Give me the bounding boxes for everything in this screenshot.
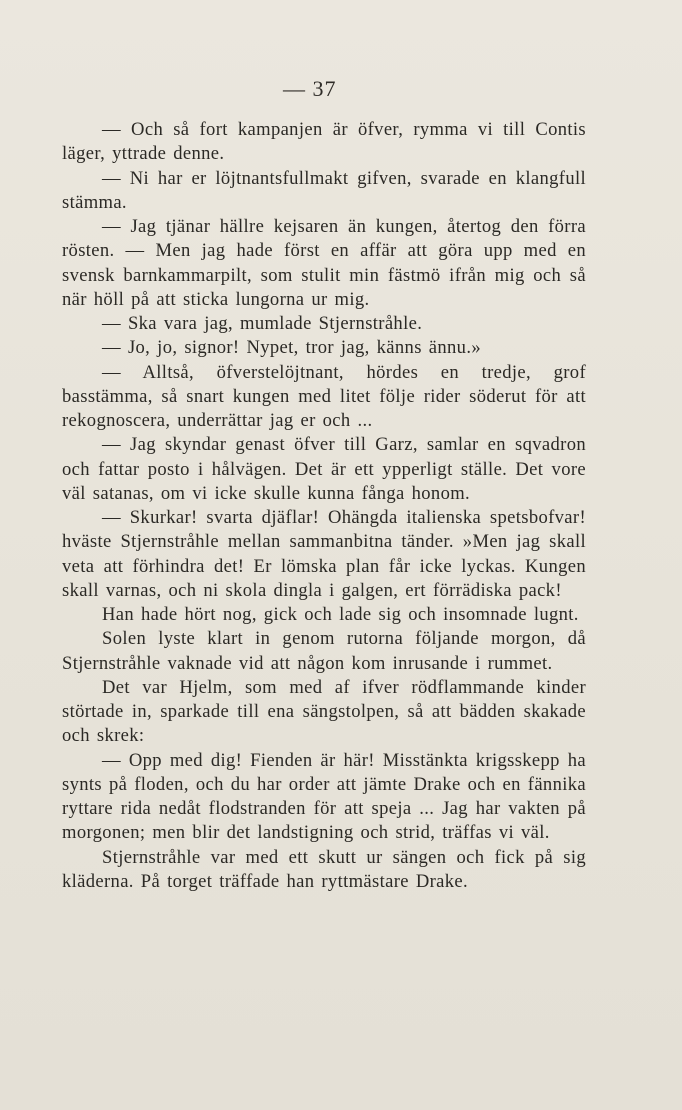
page-number: — 37	[283, 76, 337, 101]
paragraph: — Ni har er löjtnantsfullmakt gifven, svarade en klangfull stämma.	[62, 167, 586, 213]
paragraph: — Ska vara jag, mumlade Stjernstråhle.	[102, 313, 423, 334]
paragraph: — Jo, jo, signor! Nypet, tror jag, känns ännu.»	[102, 337, 481, 359]
paragraph: Han hade hört nog, gick och lade sig och insomnade lugnt.	[102, 604, 579, 625]
paragraph: — Jag skyndar genast öfver till Garz, samlar en sqvadron och fattar posto i hålvägen. Det är ett ypperligt ställe. Det vore väl satanas, om vi icke skulle kunna fånga honom.	[62, 434, 586, 504]
paragraph: — Jag tjänar hällre kejsaren än kungen, återtog den förra rösten. — Men jag hade först en affär att göra upp med en svensk barnkammarpilt, som stulit min fästmö ifrån mig och så när höll på att sticka lungorna ur mig.	[62, 216, 586, 310]
paragraph: Solen lyste klart in genom rutorna följande morgon, då Stjernstråhle vaknade vid att någon kom inrusande i rummet.	[62, 628, 586, 674]
paragraph: Stjernstråhle var med ett skutt ur sängen och fick på sig kläderna. På torget träffade han ryttmästare Drake.	[62, 846, 586, 892]
paragraph: — Alltså, öfverstelöjtnant, hördes en tredje, grof basstämma, så snart kungen med litet följe rider söderut för att rekognoscera, underrättar jag er och ...	[62, 361, 586, 431]
page-body-text	[62, 118, 586, 894]
paragraph: — Skurkar! svarta djäflar! Ohängda italienska spetsbofvar! hväste Stjernstråhle mellan sammanbitna tänder. »Men jag skall veta att förhindra det! Er lömska plan får icke lyckas. Kungen skall varnas, och ni skola dingla i galgen, ert förrädiska pack!	[62, 507, 586, 601]
paragraph: — Och så fort kampanjen är öfver, rymma vi till Contis läger, yttrade denne.	[62, 119, 586, 165]
paragraph: — Opp med dig! Fienden är här! Misstänkta krigsskepp ha synts på floden, och du har order att jämte Drake och en fännika ryttare rida nedåt flodstranden för att speja ... Jag har vakten på morgonen; men blir det landstigning och strid, träffas vi väl.	[62, 749, 586, 844]
paragraph: Det var Hjelm, som med af ifver rödflammande kinder störtade in, sparkade till ena sängstolpen, så att bädden skakade och skrek:	[62, 676, 586, 747]
